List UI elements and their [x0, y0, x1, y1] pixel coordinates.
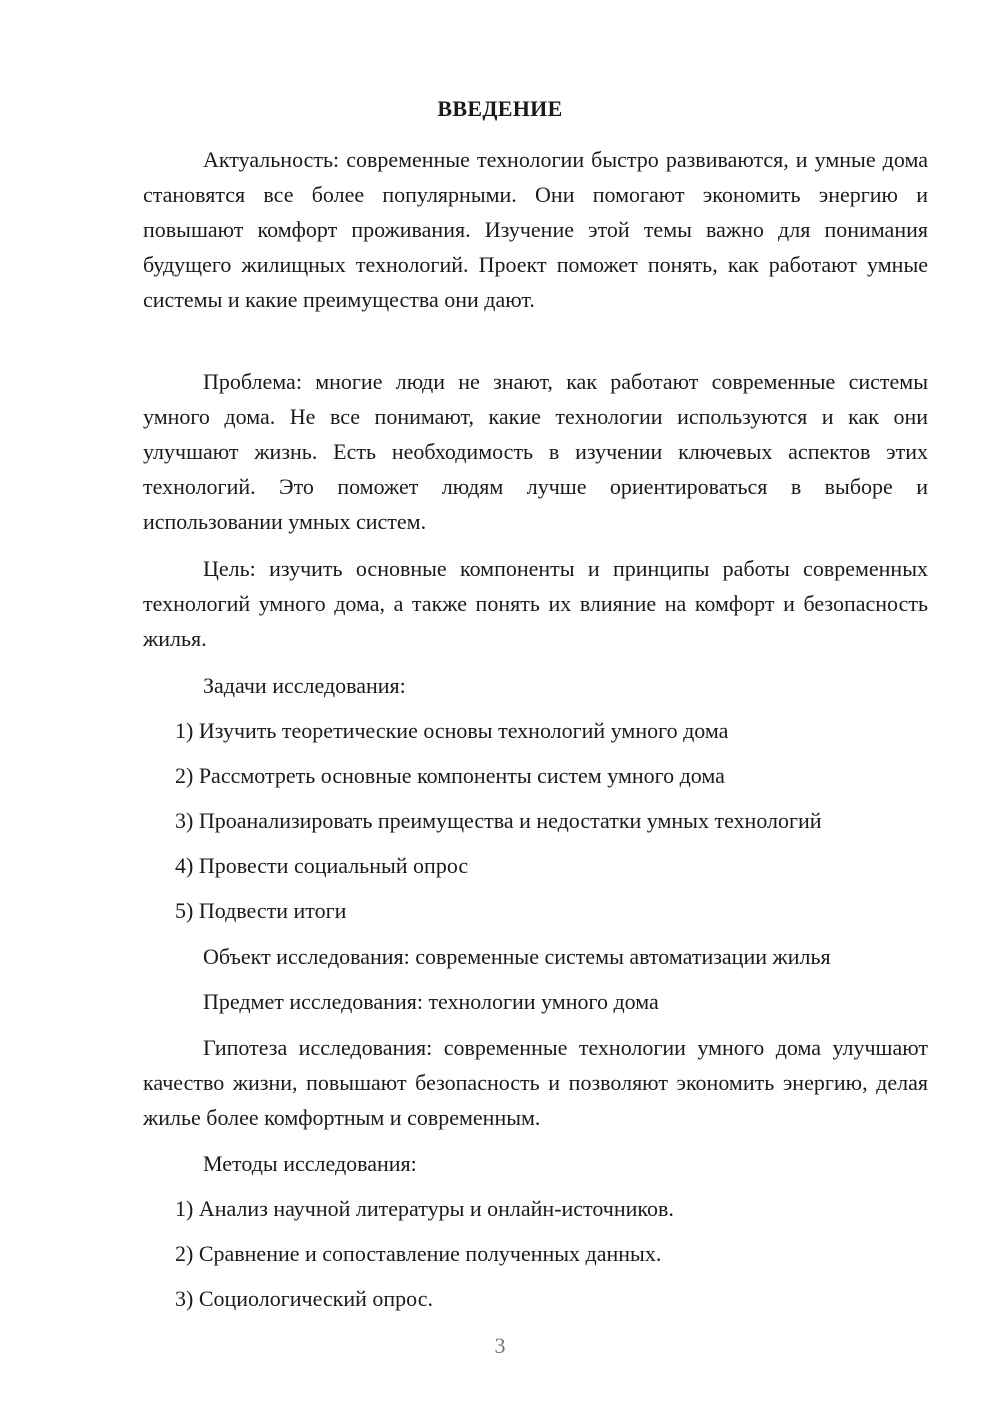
methods-heading-block — [143, 1146, 928, 1181]
goal-paragraph: Цель: изучить основные компоненты и принципы работы современных технологий умного дома, а также понять их влияние на комфорт и безопасность жилья. — [143, 556, 928, 651]
subject-block — [143, 984, 928, 1019]
goal-paragraph-block — [143, 551, 928, 656]
problem-paragraph-block — [143, 364, 928, 539]
hypothesis-paragraph: Гипотеза исследования: современные технологии умного дома улучшают качество жизни, повышают безопасность и позволяют экономить энергию, делая жилье более комфортным и современным. — [143, 1035, 928, 1130]
list-item: 3) Социологический опрос. — [175, 1286, 433, 1311]
tasks-list — [143, 713, 928, 928]
list-item: 5) Подвести итоги — [175, 898, 347, 923]
research-subject: Предмет исследования: технологии умного дома — [203, 989, 659, 1014]
list-item: 1) Изучить теоретические основы технологий умного дома — [175, 718, 729, 743]
list-item: 3) Проанализировать преимущества и недостатки умных технологий — [175, 808, 822, 833]
methods-list — [143, 1191, 928, 1316]
research-object: Объект исследования: современные системы автоматизации жилья — [203, 944, 831, 969]
problem-paragraph: Проблема: многие люди не знают, как работают современные системы умного дома. Не все понимают, какие технологии используются и как они улучшают жизнь. Есть необходимость в изучении ключевых аспектов этих технологий. Это поможет людям лучше ориентироваться в выборе и использовании умных систем. — [143, 369, 928, 534]
methods-heading: Методы исследования: — [203, 1151, 417, 1176]
relevance-paragraph-block — [143, 142, 928, 317]
hypothesis-paragraph-block — [143, 1030, 928, 1135]
list-item: 1) Анализ научной литературы и онлайн-источников. — [175, 1196, 674, 1221]
object-block — [143, 939, 928, 974]
list-item: 2) Рассмотреть основные компоненты систем умного дома — [175, 763, 725, 788]
relevance-paragraph: Актуальность: современные технологии быстро развиваются, и умные дома становятся все более популярными. Они помогают экономить энергию и повышают комфорт проживания. Изучение этой темы важно для понимания будущего жилищных технологий. Проект поможет понять, как работают умные системы и какие преимущества они дают. — [143, 147, 928, 312]
tasks-heading: Задачи исследования: — [203, 673, 406, 698]
tasks-heading-block — [143, 668, 928, 703]
list-item: 2) Сравнение и сопоставление полученных данных. — [175, 1241, 662, 1266]
page-title: ВВЕДЕНИЕ — [437, 96, 563, 121]
page-number: 3 — [494, 1333, 506, 1358]
list-item: 4) Провести социальный опрос — [175, 853, 469, 878]
